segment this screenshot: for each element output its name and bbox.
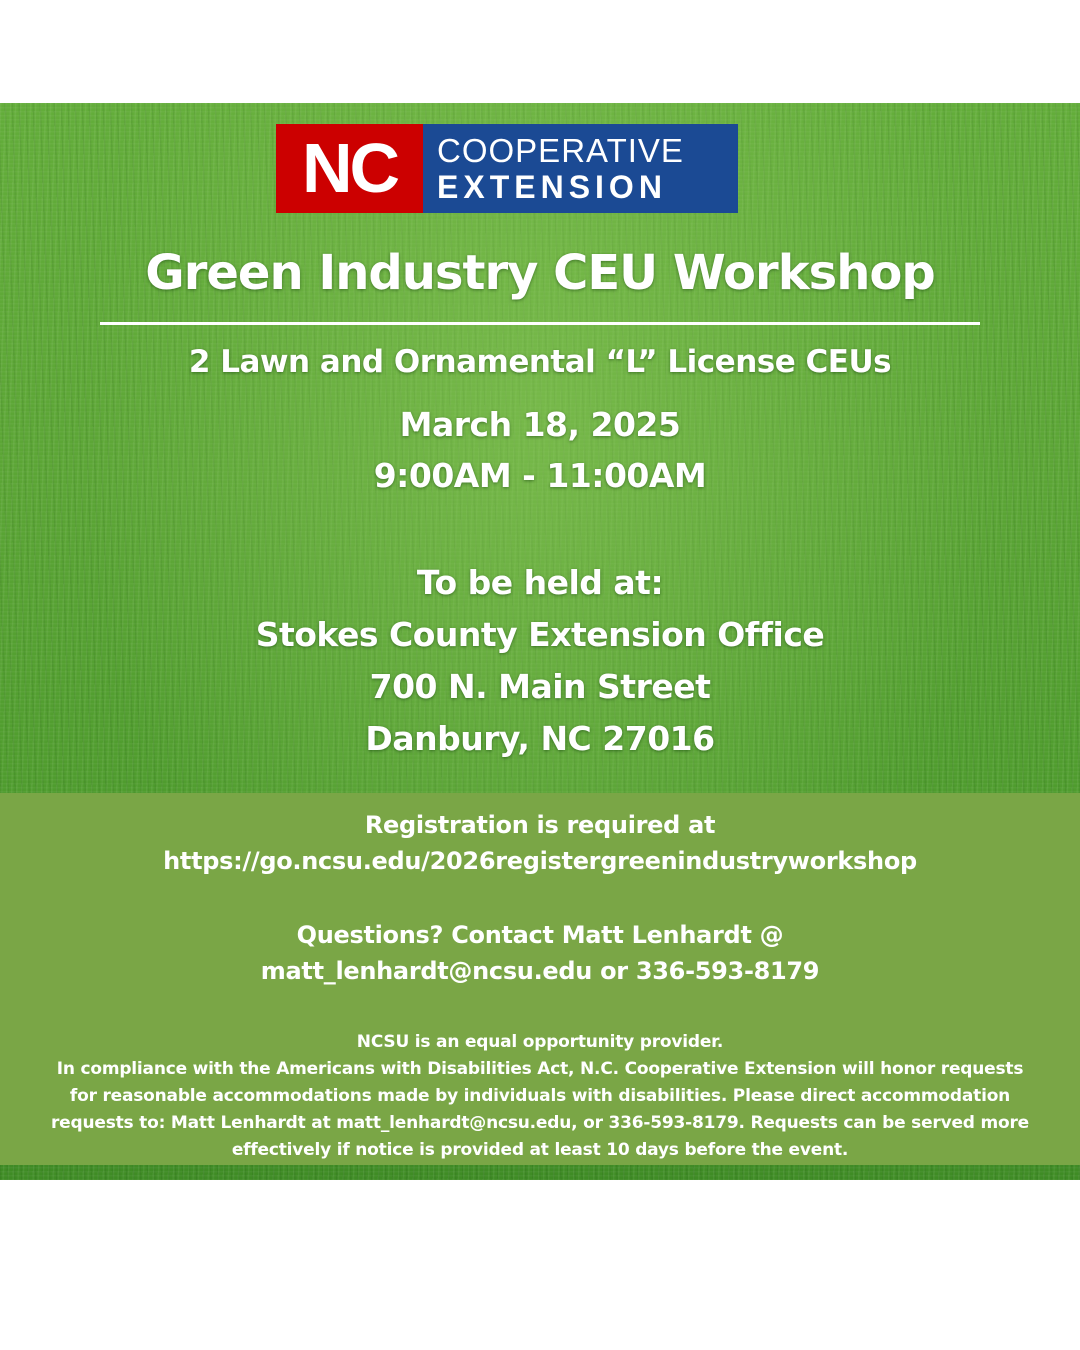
- logo-line-cooperative: COOPERATIVE: [437, 131, 684, 169]
- ada-statement-line-3: requests to: Matt Lenhardt at matt_lenhardt@ncsu.edu, or 336-593-8179. Requests can be served more: [50, 1113, 1029, 1133]
- location-name: Stokes County Extension Office: [255, 615, 825, 654]
- grass-background: [0, 103, 1080, 1180]
- contact-heading: Questions? Contact Matt Lenhardt @: [296, 921, 784, 949]
- info-panel: [0, 793, 1080, 1165]
- logo-wordmark: [423, 124, 738, 213]
- logo-nc-mark: NC: [276, 124, 423, 213]
- ada-statement-line-1: In compliance with the Americans with Disabilities Act, N.C. Cooperative Extension will honor requests: [56, 1059, 1024, 1079]
- ceu-subtitle: 2 Lawn and Ornamental “L” License CEUs: [188, 344, 892, 380]
- registration-link[interactable]: https://go.ncsu.edu/2026registergreenindustryworkshop: [163, 847, 917, 875]
- event-time: 9:00AM - 11:00AM: [373, 456, 707, 495]
- ada-statement-line-4: effectively if notice is provided at least 10 days before the event.: [231, 1140, 849, 1160]
- workshop-title: Green Industry CEU Workshop: [145, 245, 935, 301]
- ada-statement-line-2: for reasonable accommodations made by individuals with disabilities. Please direct accommodation: [69, 1086, 1011, 1106]
- registration-heading: Registration is required at: [364, 811, 716, 839]
- title-divider: [100, 322, 980, 325]
- logo-line-extension: EXTENSION: [437, 168, 667, 205]
- location-street: 700 N. Main Street: [369, 667, 711, 706]
- nc-cooperative-extension-logo: [276, 124, 738, 213]
- location-heading: To be held at:: [416, 563, 664, 602]
- location-city: Danbury, NC 27016: [365, 719, 715, 758]
- contact-details[interactable]: matt_lenhardt@ncsu.edu or 336-593-8179: [260, 957, 820, 985]
- event-date: March 18, 2025: [399, 405, 681, 444]
- equal-opportunity-statement: NCSU is an equal opportunity provider.: [356, 1032, 724, 1052]
